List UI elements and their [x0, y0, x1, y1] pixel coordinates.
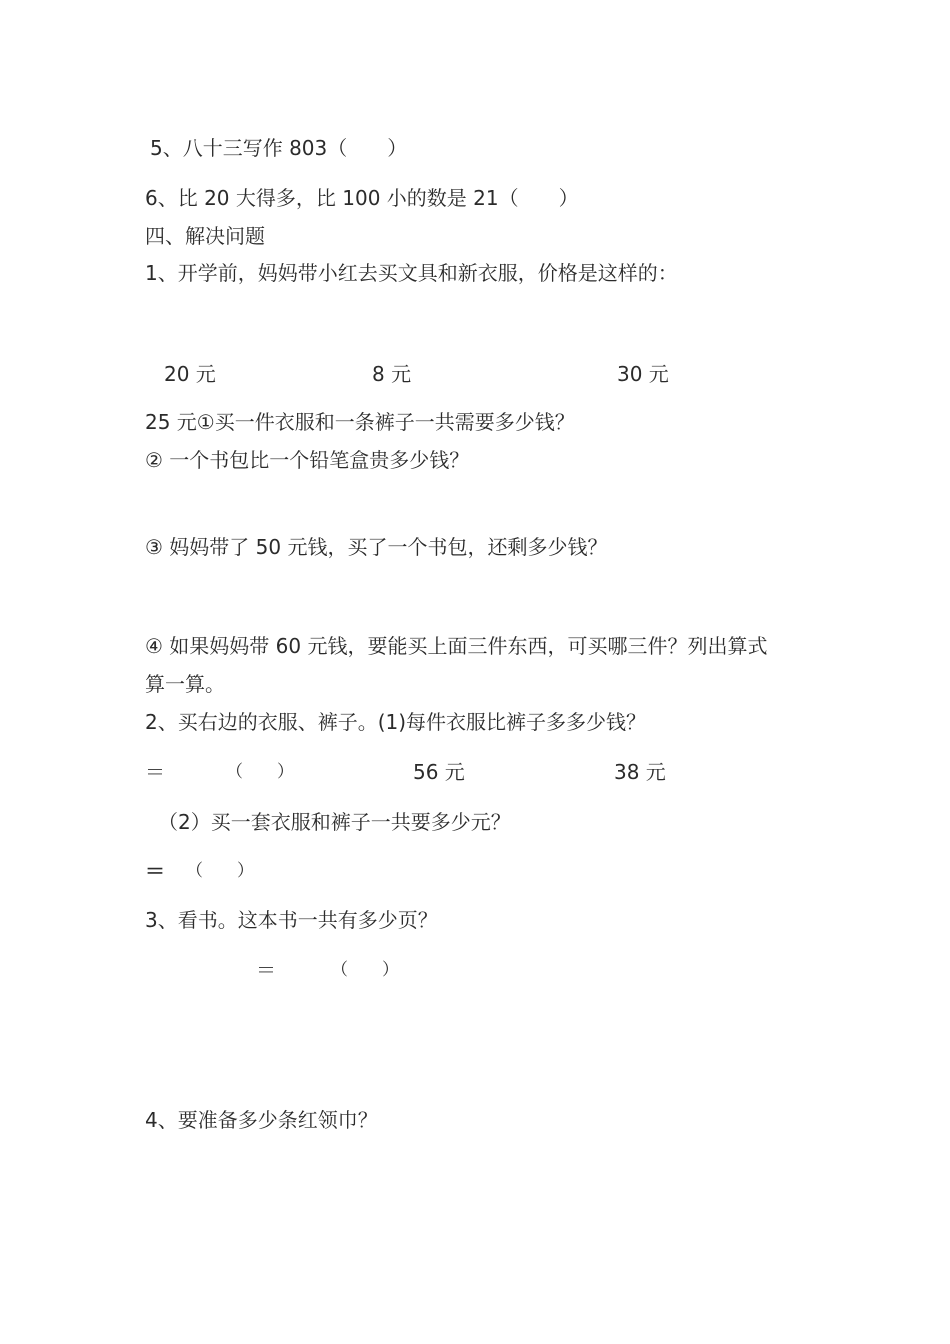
equals-sign: ＝	[145, 859, 165, 883]
price-label: 38 元	[614, 760, 666, 784]
answer-blank: （ ）	[331, 960, 399, 980]
equals-sign: ＝	[145, 760, 165, 784]
section-heading-4: 四、解决问题	[145, 224, 265, 248]
problem-3: 3、看书。这本书一共有多少页？	[145, 908, 438, 932]
question-5: 5、八十三写作 803（ ）	[150, 136, 408, 160]
problem-2: 2、买右边的衣服、裤子。(1)每件衣服比裤子多多少钱？	[145, 710, 647, 734]
equals-sign: ＝	[256, 958, 276, 982]
problem-2-question-2: （2）买一套衣服和裤子一共要多少元？	[158, 810, 511, 834]
problem-1-question-3: ③ 妈妈带了 50 元钱，买了一个书包，还剩多少钱？	[145, 535, 608, 559]
problem-1-question-4-cont: 算一算。	[145, 672, 225, 696]
price-label: 30 元	[617, 362, 669, 386]
problem-4: 4、要准备多少条红领巾？	[145, 1108, 378, 1132]
problem-1: 1、开学前，妈妈带小红去买文具和新衣服，价格是这样的：	[145, 261, 678, 285]
answer-blank: （ ）	[186, 861, 254, 881]
problem-1-question-2: ② 一个书包比一个铅笔盒贵多少钱？	[145, 448, 470, 472]
problem-1-question-1: 25 元①买一件衣服和一条裤子一共需要多少钱？	[145, 410, 575, 434]
price-label: 8 元	[372, 362, 412, 386]
price-label: 56 元	[413, 760, 465, 784]
question-6: 6、比 20 大得多，比 100 小的数是 21（ ）	[145, 186, 579, 210]
price-label: 20 元	[164, 362, 216, 386]
problem-1-question-4: ④ 如果妈妈带 60 元钱，要能买上面三件东西，可买哪三件？列出算式	[145, 634, 768, 658]
answer-blank: （ ）	[226, 762, 294, 782]
